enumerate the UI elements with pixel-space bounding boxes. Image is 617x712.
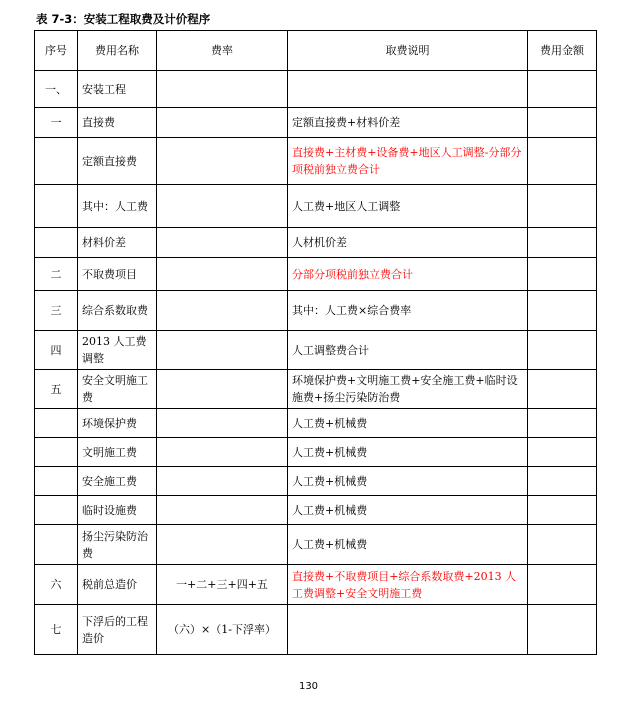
cell-name: 临时设施费 (78, 496, 157, 525)
table-row (35, 331, 597, 370)
table-row (35, 71, 597, 108)
cell-name: 其中：人工费 (78, 185, 157, 228)
cell-rate: （六）×（1-下浮率） (157, 605, 288, 655)
table-row (35, 185, 597, 228)
cell-desc: 人工费+机械费 (288, 409, 528, 438)
cell-desc: 人工费+机械费 (288, 467, 528, 496)
fee-table (34, 30, 597, 655)
cell-name: 下浮后的工程造价 (78, 605, 157, 655)
cell-seq: 二 (35, 258, 78, 291)
cell-rate (157, 138, 288, 185)
cell-rate (157, 291, 288, 331)
cell-desc: 其中：人工费×综合费率 (288, 291, 528, 331)
cell-desc: 人工调整费合计 (288, 331, 528, 370)
cell-amount (528, 605, 597, 655)
table-row (35, 438, 597, 467)
cell-seq: 七 (35, 605, 78, 655)
cell-rate (157, 71, 288, 108)
cell-seq: 一 (35, 108, 78, 138)
cell-desc: 环境保护费+文明施工费+安全施工费+临时设施费+扬尘污染防治费 (288, 370, 528, 409)
cell-seq: 一、 (35, 71, 78, 108)
cell-seq: 四 (35, 331, 78, 370)
table-row (35, 605, 597, 655)
header-rate: 费率 (157, 31, 288, 71)
cell-amount (528, 71, 597, 108)
cell-desc: 人工费+机械费 (288, 525, 528, 565)
table-row (35, 138, 597, 185)
cell-name: 环境保护费 (78, 409, 157, 438)
cell-amount (528, 496, 597, 525)
cell-name: 扬尘污染防治费 (78, 525, 157, 565)
cell-seq: 三 (35, 291, 78, 331)
cell-seq (35, 185, 78, 228)
cell-amount (528, 438, 597, 467)
cell-amount (528, 108, 597, 138)
cell-amount (528, 565, 597, 605)
table-row (35, 467, 597, 496)
cell-amount (528, 258, 597, 291)
table-row (35, 228, 597, 258)
cell-desc: 人材机价差 (288, 228, 528, 258)
table-row (35, 370, 597, 409)
cell-name: 安全文明施工费 (78, 370, 157, 409)
cell-name: 不取费项目 (78, 258, 157, 291)
cell-desc: 人工费+机械费 (288, 496, 528, 525)
header-seq: 序号 (35, 31, 78, 71)
cell-rate (157, 228, 288, 258)
cell-amount (528, 467, 597, 496)
cell-rate (157, 108, 288, 138)
cell-name: 安装工程 (78, 71, 157, 108)
cell-seq (35, 228, 78, 258)
cell-amount (528, 525, 597, 565)
cell-amount (528, 185, 597, 228)
cell-amount (528, 409, 597, 438)
cell-seq: 六 (35, 565, 78, 605)
cell-rate (157, 496, 288, 525)
cell-name: 安全施工费 (78, 467, 157, 496)
cell-name: 文明施工费 (78, 438, 157, 467)
table-row (35, 258, 597, 291)
header-amount: 费用金额 (528, 31, 597, 71)
table-caption: 表 7-3：安装工程取费及计价程序 (36, 12, 211, 26)
cell-desc (288, 605, 528, 655)
header-desc: 取费说明 (288, 31, 528, 71)
cell-rate (157, 258, 288, 291)
cell-name: 2013 人工费调整 (78, 331, 157, 370)
cell-seq (35, 496, 78, 525)
cell-desc (288, 71, 528, 108)
cell-desc: 直接费+不取费项目+综合系数取费+2013 人工费调整+安全文明施工费 (288, 565, 528, 605)
cell-seq (35, 138, 78, 185)
cell-amount (528, 291, 597, 331)
table-row (35, 565, 597, 605)
cell-rate: 一+二+三+四+五 (157, 565, 288, 605)
table-row (35, 525, 597, 565)
cell-seq (35, 409, 78, 438)
cell-rate (157, 331, 288, 370)
cell-rate (157, 467, 288, 496)
cell-name: 税前总造价 (78, 565, 157, 605)
cell-amount (528, 331, 597, 370)
cell-rate (157, 409, 288, 438)
cell-amount (528, 138, 597, 185)
cell-amount (528, 370, 597, 409)
cell-desc: 直接费+主材费+设备费+地区人工调整-分部分项税前独立费合计 (288, 138, 528, 185)
cell-seq (35, 525, 78, 565)
table-row (35, 496, 597, 525)
header-name: 费用名称 (78, 31, 157, 71)
cell-seq: 五 (35, 370, 78, 409)
table-row (35, 108, 597, 138)
cell-rate (157, 185, 288, 228)
cell-name: 定额直接费 (78, 138, 157, 185)
cell-seq (35, 438, 78, 467)
cell-amount (528, 228, 597, 258)
cell-name: 材料价差 (78, 228, 157, 258)
cell-rate (157, 438, 288, 467)
header-row (35, 31, 597, 71)
cell-desc: 人工费+机械费 (288, 438, 528, 467)
cell-seq (35, 467, 78, 496)
cell-name: 直接费 (78, 108, 157, 138)
cell-desc: 分部分项税前独立费合计 (288, 258, 528, 291)
page-number: 130 (298, 681, 319, 692)
table-row (35, 409, 597, 438)
cell-name: 综合系数取费 (78, 291, 157, 331)
cell-rate (157, 525, 288, 565)
table-row (35, 291, 597, 331)
cell-desc: 定额直接费+材料价差 (288, 108, 528, 138)
cell-rate (157, 370, 288, 409)
cell-desc: 人工费+地区人工调整 (288, 185, 528, 228)
